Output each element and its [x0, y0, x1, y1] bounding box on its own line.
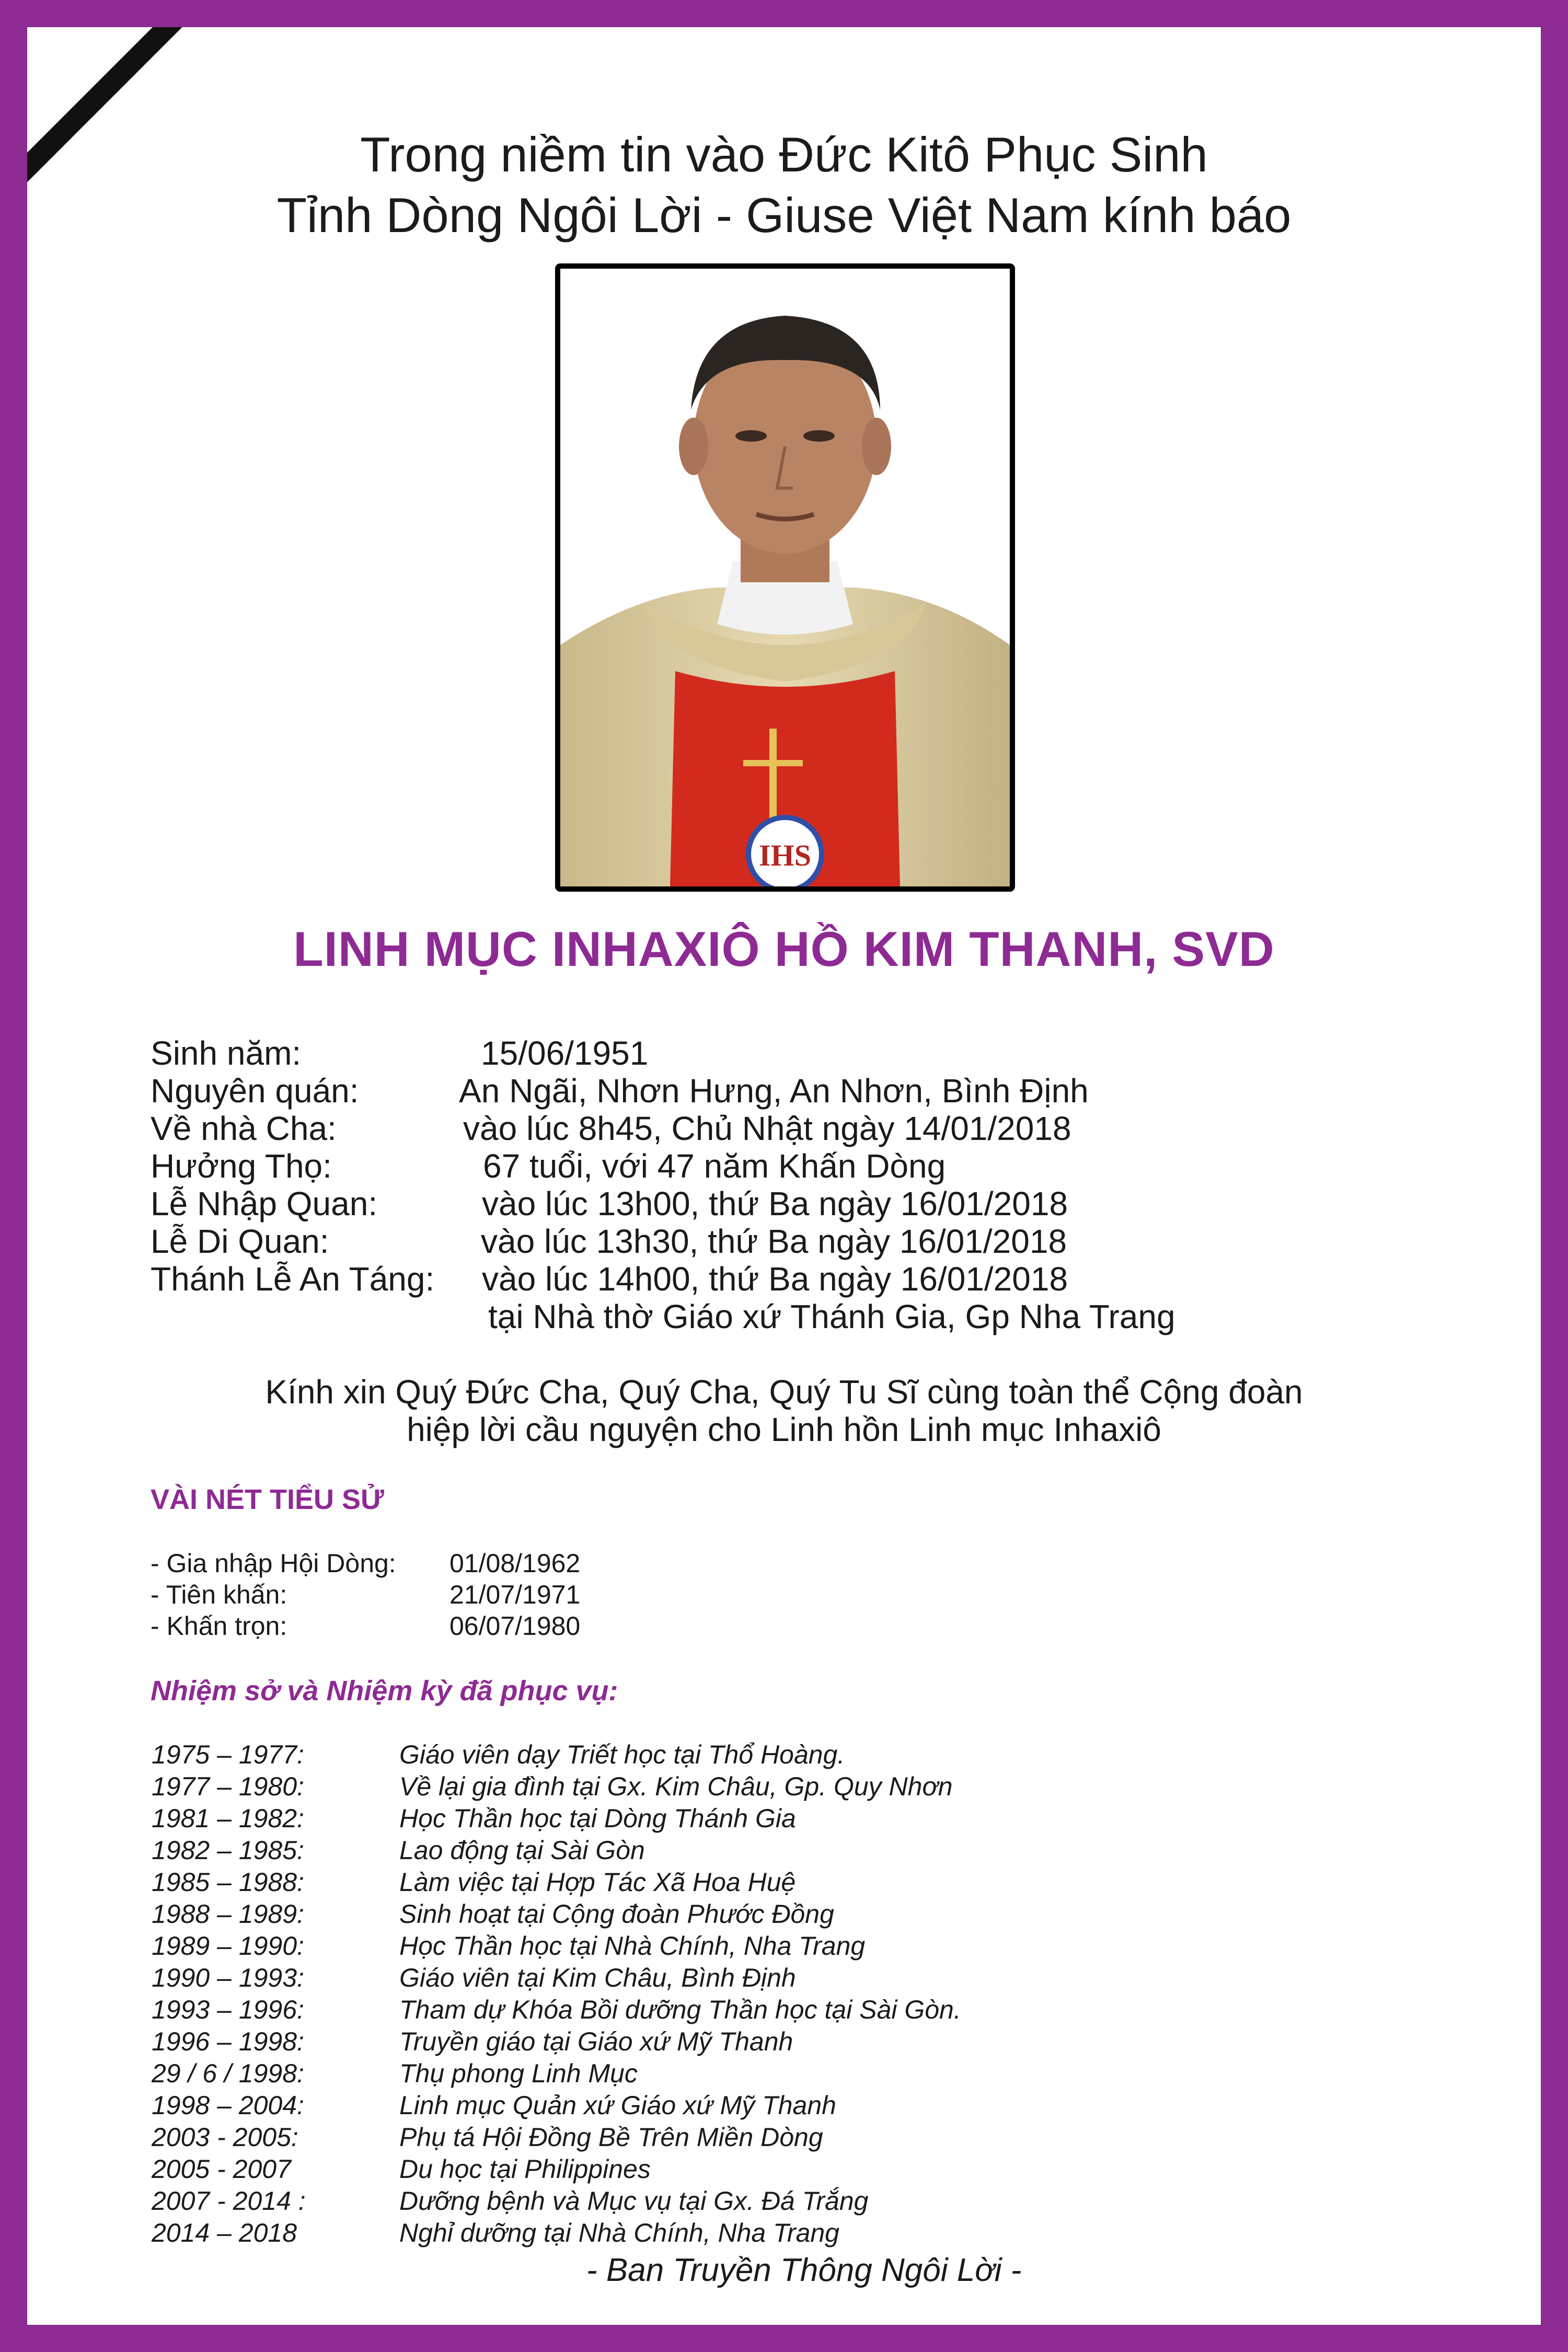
fact-label: Thánh Lễ An Táng: — [151, 1260, 435, 1298]
fact-value: vào lúc 13h00, thứ Ba ngày 16/01/2018 — [482, 1185, 1068, 1223]
burial-place: tại Nhà thờ Giáo xứ Thánh Gia, Gp Nha Trang — [488, 1298, 1175, 1335]
service-text: Làm việc tại Hợp Tác Xã Hoa Huệ — [399, 1867, 796, 1897]
service-text: Học Thần học tại Dòng Thánh Gia — [399, 1804, 796, 1833]
service-text: Truyền giáo tại Giáo xứ Mỹ Thanh — [399, 2027, 793, 2056]
service-years: 1998 – 2004: — [152, 2091, 304, 2120]
ihs-emblem-text: IHS — [759, 838, 811, 872]
service-years: 1985 – 1988: — [152, 1867, 304, 1897]
service-years: 2014 – 2018 — [152, 2218, 297, 2247]
priest-portrait — [555, 263, 1015, 892]
service-text: Linh mục Quản xứ Giáo xứ Mỹ Thanh — [399, 2091, 836, 2120]
fact-label: Về nhà Cha: — [151, 1110, 337, 1147]
obituary-card — [27, 27, 1541, 2325]
fact-value: An Ngãi, Nhơn Hưng, An Nhơn, Bình Định — [459, 1072, 1089, 1110]
service-text: Giáo viên dạy Triết học tại Thổ Hoàng. — [399, 1740, 845, 1769]
service-years: 2005 - 2007 — [152, 2154, 291, 2184]
fact-label: Lễ Nhập Quan: — [151, 1185, 378, 1223]
fact-label: Sinh năm: — [151, 1034, 302, 1072]
service-text: Tham dự Khóa Bồi dưỡng Thần học tại Sài Gòn. — [399, 1995, 961, 2024]
fact-value: 15/06/1951 — [481, 1034, 649, 1072]
service-text: Dưỡng bệnh và Mục vụ tại Gx. Đá Trắng — [399, 2186, 869, 2216]
service-text: Giáo viên tại Kim Châu, Bình Định — [399, 1963, 796, 1992]
signature: - Ban Truyền Thông Ngôi Lời - — [586, 2252, 1022, 2288]
prayer-request-line-1: Kính xin Quý Đức Cha, Quý Cha, Quý Tu Sĩ cùng toàn thể Cộng đoàn — [265, 1373, 1303, 1411]
header-line-2: Tỉnh Dòng Ngôi Lời - Giuse Việt Nam kính báo — [276, 188, 1292, 243]
fact-label: Hưởng Thọ: — [151, 1147, 332, 1185]
service-years: 1993 – 1996: — [152, 1995, 304, 2024]
fact-value: vào lúc 14h00, thứ Ba ngày 16/01/2018 — [482, 1260, 1068, 1298]
bio-value: 21/07/1971 — [449, 1580, 581, 1609]
service-years: 1975 – 1977: — [152, 1740, 304, 1769]
service-text: Du học tại Philippines — [399, 2154, 651, 2184]
service-years: 2007 - 2014 : — [152, 2186, 306, 2216]
service-years: 1996 – 1998: — [152, 2027, 304, 2056]
service-years: 29 / 6 / 1998: — [152, 2059, 304, 2088]
bio-value: 06/07/1980 — [449, 1611, 581, 1641]
service-years: 1981 – 1982: — [152, 1804, 304, 1833]
bio-label: - Khấn trọn: — [151, 1611, 287, 1641]
service-text: Lao động tại Sài Gòn — [399, 1836, 645, 1865]
service-years: 1977 – 1980: — [152, 1772, 304, 1801]
header-line-1: Trong niềm tin vào Đức Kitô Phục Sinh — [360, 127, 1208, 182]
fact-value: 67 tuổi, với 47 năm Khấn Dòng — [483, 1147, 946, 1185]
service-title: Nhiệm sở và Nhiệm kỳ đã phục vụ: — [151, 1675, 618, 1707]
priest-name: LINH MỤC INHAXIÔ HỒ KIM THANH, SVD — [293, 921, 1275, 976]
service-text: Học Thần học tại Nhà Chính, Nha Trang — [399, 1931, 866, 1961]
service-years: 1982 – 1985: — [152, 1836, 304, 1865]
service-text: Về lại gia đình tại Gx. Kim Châu, Gp. Quy Nhơn — [399, 1772, 953, 1801]
fact-label: Lễ Di Quan: — [151, 1223, 329, 1260]
service-years: 1990 – 1993: — [152, 1963, 304, 1992]
service-text: Phụ tá Hội Đồng Bề Trên Miền Dòng — [399, 2123, 823, 2152]
bio-title: VÀI NÉT TIỂU SỬ — [151, 1484, 384, 1515]
service-text: Thụ phong Linh Mục — [399, 2059, 638, 2088]
service-text: Sinh hoạt tại Cộng đoàn Phước Đồng — [399, 1899, 834, 1929]
prayer-request-line-2: hiệp lời cầu nguyện cho Linh hồn Linh mục Inhaxiô — [407, 1411, 1161, 1448]
service-years: 2003 - 2005: — [152, 2123, 298, 2152]
service-years: 1989 – 1990: — [152, 1931, 304, 1961]
bio-label: - Tiên khấn: — [151, 1580, 287, 1609]
service-text: Nghỉ dưỡng tại Nhà Chính, Nha Trang — [399, 2218, 839, 2247]
service-years: 1988 – 1989: — [152, 1899, 304, 1929]
fact-value: vào lúc 13h30, thứ Ba ngày 16/01/2018 — [481, 1223, 1067, 1260]
fact-label: Nguyên quán: — [151, 1072, 359, 1110]
fact-value: vào lúc 8h45, Chủ Nhật ngày 14/01/2018 — [463, 1110, 1071, 1147]
bio-label: - Gia nhập Hội Dòng: — [151, 1549, 396, 1578]
bio-value: 01/08/1962 — [449, 1549, 581, 1578]
